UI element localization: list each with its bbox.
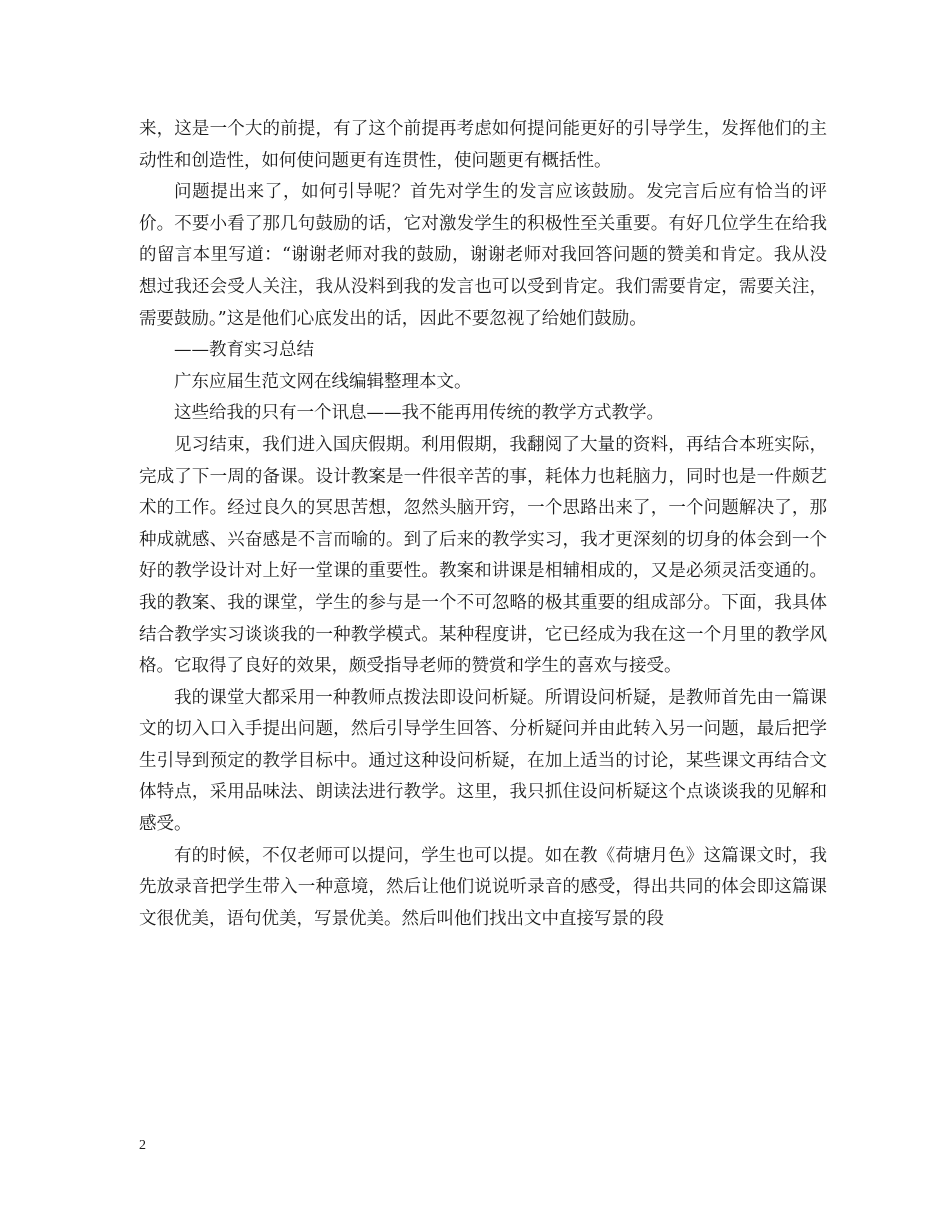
paragraph: ——教育实习总结 [174, 340, 314, 361]
paragraph: 广东应届生范文网在线编辑整理本文。 [174, 371, 472, 392]
page-number: 2 [139, 1138, 146, 1153]
paragraph: 这些给我的只有一个讯息——我不能再用传统的教学方式教学。 [174, 403, 664, 424]
paragraph: 见习结束，我们进入国庆假期。利用假期，我翻阅了大量的资料，再结合本班实际，完成了下一周的备课。设计教案是一件很辛苦的事，耗体力也耗脑力，同时也是一件颇艺术的工作。经过良久的冥思苦想，忽然头脑开窍，一个思路出来了，一个问题解决了，那种成就感、兴奋感是不言而喻的。到了后来的教学实习，我才更深刻的切身的体会到一个好的教学设计对上好一堂课的重要性。教案和讲课是相辅相成的，又是必须灵活变通的。我的教案、我的课堂，学生的参与是一个不可忽略的极其重要的组成部分。下面，我具体结合教学实习谈谈我的一种教学模式。某种程度讲，它已经成为我在这一个月里的教学风格。它取得了良好的效果，颇受指导老师的赞赏和学生的喜欢与接受。 [139, 434, 827, 677]
paragraph: 来，这是一个大的前提，有了这个前提再考虑如何提问能更好的引导学生，发挥他们的主动性和创造性，如何使问题更有连贯性，使问题更有概括性。 [139, 119, 827, 171]
paragraph: 我的课堂大都采用一种教师点拨法即设问析疑。所谓设问析疑，是教师首先由一篇课文的切入口入手提出问题，然后引导学生回答、分析疑问并由此转入另一问题，最后把学生引导到预定的教学目标中。通过这种设问析疑，在加上适当的讨论，某些课文再结合文体特点，采用品味法、朗读法进行教学。这里，我只抓住设问析疑这个点谈谈我的见解和感受。 [139, 687, 827, 835]
paragraph: 有的时候，不仅老师可以提问，学生也可以提。如在教《荷塘月色》这篇课文时，我先放录音把学生带入一种意境，然后让他们说说听录音的感受，得出共同的体会即这篇课文很优美，语句优美，写景优美。然后叫他们找出文中直接写景的段 [139, 845, 827, 929]
document-body [139, 114, 827, 935]
paragraph: 问题提出来了，如何引导呢？首先对学生的发言应该鼓励。发完言后应有恰当的评价。不要小看了那几句鼓励的话，它对激发学生的积极性至关重要。有好几位学生在给我的留言本里写道：“谢谢老师对我的鼓励，谢谢老师对我回答问题的赞美和肯定。我从没想过我还会受人关注，我从没料到我的发言也可以受到肯定。我们需要肯定，需要关注，需要鼓励。”这是他们心底发出的话，因此不要忽视了给她们鼓励。 [139, 182, 827, 329]
